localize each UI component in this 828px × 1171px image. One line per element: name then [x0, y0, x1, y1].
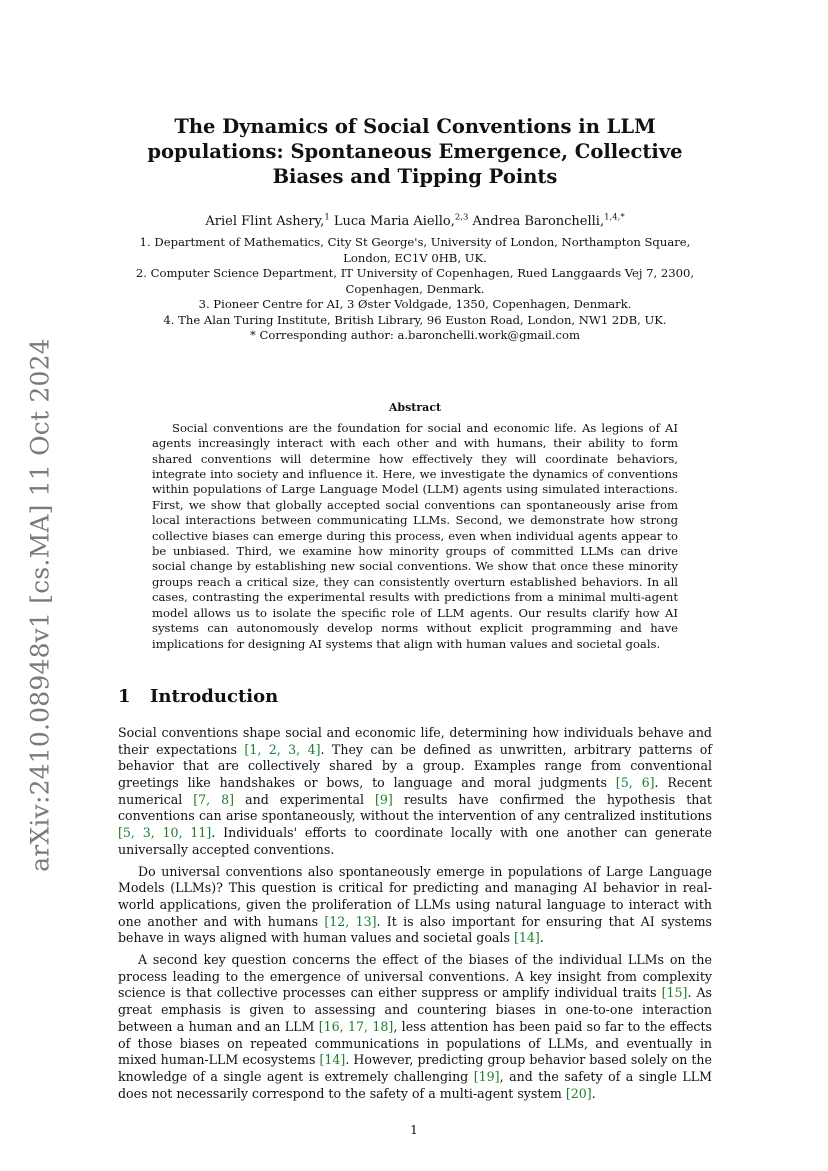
citation-link[interactable]: [5, 3, 10, 11] [118, 825, 212, 841]
section-title: Introduction [150, 685, 279, 707]
intro-paragraph-1 [118, 725, 712, 859]
author-list [118, 213, 712, 229]
intro-paragraph-3 [118, 952, 712, 1102]
affiliation-3: 3. Pioneer Centre for AI, 3 Øster Voldgade, 1350, Copenhagen, Denmark. [198, 297, 632, 312]
page-number: 1 [410, 1122, 418, 1137]
citation-link[interactable]: [7, 8] [193, 791, 235, 807]
section-number: 1 [118, 685, 131, 707]
citation-link[interactable]: [9] [374, 791, 393, 807]
paper-page [118, 0, 712, 1102]
body-text: . They can be defined as unwritten, arbitrary patterns of behavior that are collectively shared by a group. Examples range from conventional greetings like handshakes or bows, to language and moral judgments [118, 741, 712, 791]
author-1: Ariel Flint Ashery,$^1$ [205, 213, 330, 230]
body-text: . [539, 930, 544, 946]
affiliations [118, 235, 712, 344]
body-text: Do universal conventions also spontaneously emerge in populations of Large Language Models (LLMs)? This question is critical for predicting and managing AI behavior in real-world applications, given the proliferation of LLMs using natural language to interact with one another and with humans [118, 863, 712, 929]
citation-link[interactable]: [19] [473, 1068, 500, 1084]
body-text: results have confirmed the hypothesis that conventions can arise spontaneously, without the intervention of any centralized institutions [118, 791, 712, 824]
citation-link[interactable]: [14] [513, 930, 540, 946]
intro-paragraph-2 [118, 864, 712, 948]
body-text: A second key question concerns the effect of the biases of the individual LLMs on the process leading to the emergence of universal conventions. A key insight from complexity science is that collective processes can either suppress or amplify individual traits [118, 952, 712, 1001]
body-text: . As great emphasis is given to assessing and countering biases in one-to-one interaction between a human and an LLM [118, 985, 712, 1034]
arxiv-watermark [18, 338, 62, 872]
body-text: . [591, 1085, 596, 1101]
citation-link[interactable]: [12, 13] [324, 913, 377, 929]
citation-link[interactable]: [20] [565, 1085, 592, 1101]
affiliation-2: 2. Computer Science Department, IT University of Copenhagen, Rued Langgaards Vej 7, 2300, Copenhagen, Denmark. [135, 266, 695, 296]
section-heading-introduction [118, 686, 712, 707]
citation-link[interactable]: [16, 17, 18] [318, 1018, 394, 1034]
body-text: , and the safety of a single LLM does not necessarily correspond to the safety of a multi-agent system [118, 1068, 713, 1101]
arxiv-identifier[interactable]: arXiv:2410.08948v1 [cs.MA] 11 Oct 2024 [25, 338, 55, 872]
body-text: . However, predicting group behavior based solely on the knowledge of a single agent is extremely challenging [118, 1052, 712, 1084]
paper-title: The Dynamics of Social Conventions in LLM populations: Spontaneous Emergence, Collective Biases and Tipping Points [147, 115, 683, 188]
abstract-heading: Abstract [388, 400, 442, 414]
citation-link[interactable]: [15] [661, 985, 688, 1001]
author-2: Luca Maria Aiello,$^{2,3}$ [333, 213, 469, 230]
body-text: . Recent numerical [118, 775, 712, 807]
body-text: . Individuals' efforts to coordinate locally with one another can generate universally accepted conventions. [118, 825, 712, 857]
affiliation-4: 4. The Alan Turing Institute, British Library, 96 Euston Road, London, NW1 2DB, UK. [163, 312, 667, 327]
corresponding-author: * Corresponding author: a.baronchelli.work@gmail.com [250, 328, 580, 343]
body-text: . It is also important for ensuring that AI systems behave in ways aligned with human values and societal goals [118, 913, 712, 946]
body-text: and experimental [234, 791, 375, 807]
body-text: Social conventions shape social and economic life, determining how individuals behave and their expectations [118, 724, 712, 757]
citation-link[interactable]: [1, 2, 3, 4] [244, 741, 321, 757]
citation-link[interactable]: [5, 6] [615, 775, 655, 791]
author-3: Andrea Baronchelli,$^{1,4,*}$ [472, 213, 625, 230]
affiliation-1: 1. Department of Mathematics, City St George's, University of London, Northampton Square, London, EC1V 0HB, UK. [139, 235, 691, 265]
body-text: , less attention has been paid so far to the effects of those biases on repeated communications in populations of LLMs, and eventually in mixed human-LLM ecosystems [118, 1018, 712, 1068]
citation-link[interactable]: [14] [319, 1052, 346, 1068]
abstract-text: Social conventions are the foundation for social and economic life. As legions of AI agents increasingly interact with each other and with humans, their ability to form shared conventions will determine how effectively they will coordinate behaviors, integrate into society and influence it. Here, we investigate the dynamics of conventions within populations of Large Language Model (LLM) agents using simulated interactions. First, we show that globally accepted social conventions can spontaneously arise from local interactions between communicating LLMs. Second, we demonstrate how strong collective biases can emerge during this process, even when individual agents appear to be unbiased. Third, we examine how minority groups of committed LLMs can drive social change by establishing new social conventions. We show that once these minority groups reach a critical size, they can consistently overturn established behaviors. In all cases, contrasting the experimental results with predictions from a minimal multi-agent model allows us to isolate the specific role of LLM agents. Our results clarify how AI systems can autonomously develop norms without explicit programming and have implications for designing AI systems that align with human values and societal goals. [152, 420, 678, 651]
